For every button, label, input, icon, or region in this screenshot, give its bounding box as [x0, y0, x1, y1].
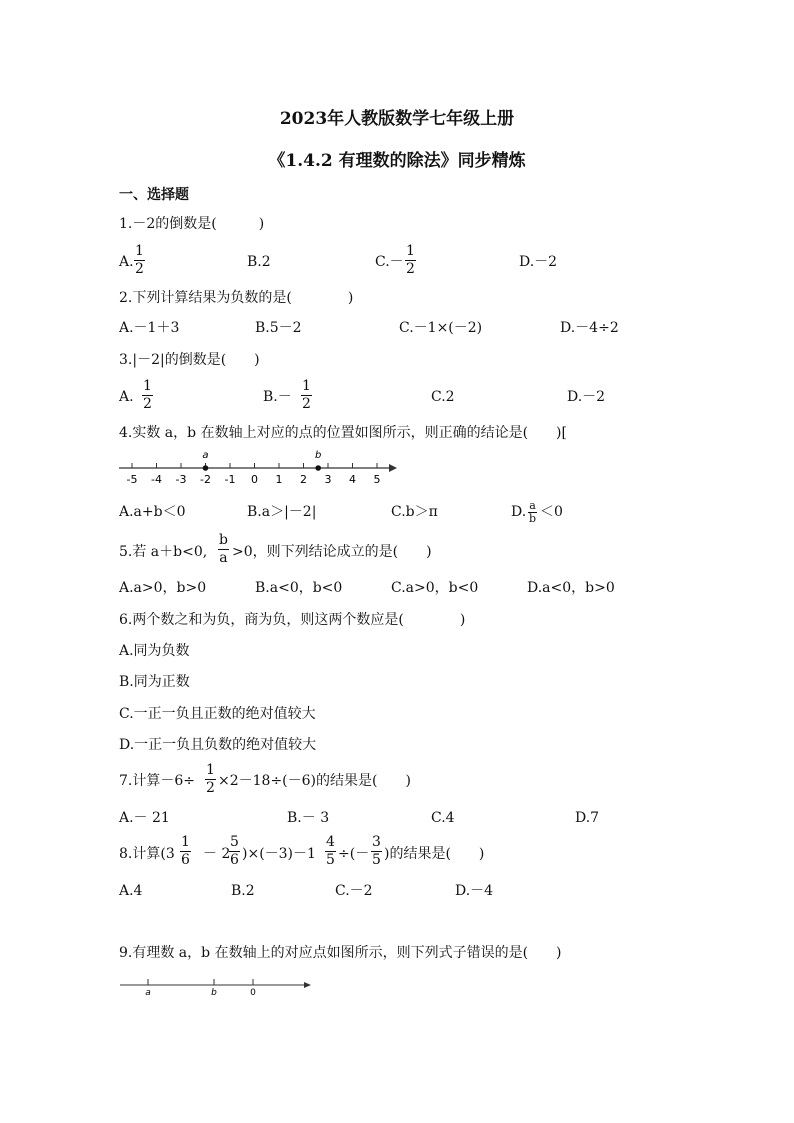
q8-f1-denominator: 6 [181, 852, 190, 868]
q6-option-c: C.一正一负且正数的绝对值较大 [119, 706, 316, 722]
label-a: a [145, 988, 151, 998]
q6-option-d: D.一正一负且负数的绝对值较大 [119, 737, 317, 753]
q8-fraction-3 [325, 834, 336, 869]
q3-option-c: C.2 [431, 389, 455, 405]
q7-option-a: A.－ 21 [119, 810, 170, 826]
q7-stem-fraction [205, 762, 216, 797]
q1-a-numerator: 1 [135, 243, 144, 259]
tick-label: -5 [126, 473, 138, 486]
q1-option-a-fraction [134, 243, 145, 278]
q5-numerator: b [219, 532, 228, 548]
q7-numerator: 1 [206, 762, 215, 778]
label-zero: 0 [250, 988, 256, 998]
q5-stem-prefix: 5.若 a＋b<0, [119, 544, 208, 560]
q9-number-line [115, 972, 315, 998]
q1-option-b: B.2 [247, 254, 271, 270]
q1-a-denominator: 2 [135, 261, 144, 277]
q3-option-a-label: A. [119, 389, 134, 405]
point-b-dot [315, 465, 321, 471]
q3-option-d: D.－2 [567, 389, 606, 405]
document-subtitle: 《1.4.2 有理数的除法》同步精炼 [268, 151, 526, 171]
q8-fraction-4 [371, 834, 382, 869]
q4-number-line [115, 446, 400, 488]
point-a-label: a [202, 450, 209, 461]
q5-option-a: A.a>0，b>0 [119, 580, 207, 596]
q1-option-d: D.－2 [519, 254, 558, 270]
q8-option-a: A.4 [119, 883, 143, 899]
q8-option-d: D.－4 [455, 883, 494, 899]
tick-label: 1 [275, 473, 283, 486]
tick-label: -4 [151, 473, 162, 486]
q1-c-numerator: 1 [406, 243, 415, 259]
q8-f4-denominator: 5 [372, 852, 381, 868]
q3-b-denominator: 2 [302, 396, 311, 412]
q2-stem: 2.下列计算结果为负数的是( ) [119, 290, 354, 306]
q8-f1-numerator: 1 [181, 834, 190, 850]
q3-b-numerator: 1 [302, 378, 311, 394]
q8-f3-numerator: 4 [326, 834, 335, 850]
q1-option-a-label: A. [119, 254, 134, 270]
number-line-arrow [389, 464, 397, 472]
q4-option-d-fraction [528, 500, 537, 525]
tick-label: 3 [324, 473, 332, 486]
q4-d-denominator: b [529, 512, 537, 525]
q8-fraction-1 [180, 834, 191, 869]
q4-stem: 4.实数 a，b 在数轴上对应的点的位置如图所示，则正确的结论是( )[ [119, 425, 567, 441]
q4-option-d-tail: ＜0 [540, 504, 563, 520]
q7-denominator: 2 [206, 780, 215, 796]
document-title: 2023年人教版数学七年级上册 [279, 109, 515, 129]
q2-option-b: B.5－2 [255, 320, 302, 336]
tick-label: -1 [224, 473, 236, 486]
q2-option-a: A.－1＋3 [119, 320, 180, 336]
q8-stem-part5: )的结果是( ) [384, 846, 485, 862]
tick-label: -3 [175, 473, 187, 486]
q9-stem: 9.有理数 a，b 在数轴上的对应点如图所示，则下列式子错误的是( ) [119, 945, 562, 961]
q5-stem-suffix: >0，则下列结论成立的是( ) [232, 544, 432, 560]
q3-option-a-fraction [142, 378, 153, 413]
q4-option-a: A.a+b＜0 [119, 504, 186, 520]
q7-option-b: B.－ 3 [287, 810, 330, 826]
q8-option-c: C.－2 [335, 883, 373, 899]
q1-stem: 1.－2的倒数是( ) [119, 216, 265, 232]
q8-f4-numerator: 3 [372, 834, 381, 850]
q8-f3-denominator: 5 [326, 852, 335, 868]
q4-option-d-label: D. [511, 504, 527, 520]
q1-c-denominator: 2 [406, 261, 415, 277]
q7-stem-prefix: 7.计算－6÷ [119, 773, 195, 789]
q8-f2-denominator: 6 [230, 852, 239, 868]
q5-option-d: D.a<0，b>0 [527, 580, 615, 596]
tick-label: 4 [349, 473, 356, 486]
q8-stem-part3: )×(－3)－1 [242, 846, 316, 862]
q4-option-c: C.b＞π [391, 504, 438, 520]
q4-option-b: B.a＞|－2| [247, 504, 317, 520]
tick-label: 0 [251, 473, 258, 486]
q8-f2-numerator: 5 [230, 834, 239, 850]
q5-denominator: a [219, 550, 228, 566]
q1-option-c-fraction [405, 243, 416, 278]
point-a-dot [203, 465, 209, 471]
q2-option-d: D.－4÷2 [560, 320, 619, 336]
label-b: b [211, 988, 217, 998]
q5-stem-fraction [218, 532, 229, 567]
q1-option-c-label: C.－ [375, 254, 404, 270]
q8-stem-part2: － 2 [203, 846, 231, 862]
section-heading: 一、选择题 [119, 187, 189, 203]
q8-stem-part4: ÷(－ [338, 846, 370, 862]
q7-option-c: C.4 [431, 810, 455, 826]
q6-option-a: A.同为负数 [119, 643, 190, 659]
q6-stem: 6.两个数之和为负，商为负，则这两个数应是( ) [119, 612, 466, 628]
tick-label: -2 [200, 473, 211, 486]
tick-label: 5 [373, 473, 381, 486]
q3-a-denominator: 2 [143, 396, 152, 412]
q8-option-b: B.2 [231, 883, 255, 899]
q3-a-numerator: 1 [143, 378, 152, 394]
tick-label: 2 [300, 473, 307, 486]
q7-stem-suffix: ×2－18÷(－6)的结果是( ) [218, 773, 411, 789]
q4-d-numerator: a [529, 499, 536, 512]
point-b-label: b [315, 450, 322, 461]
q5-option-b: B.a<0，b<0 [255, 580, 343, 596]
q8-fraction-2 [229, 834, 240, 869]
q3-option-b-label: B.－ [263, 389, 292, 405]
q2-option-c: C.－1×(－2) [399, 320, 483, 336]
q6-option-b: B.同为正数 [119, 674, 190, 690]
q8-stem-part1: 8.计算(3 [119, 846, 175, 862]
q3-stem: 3.|－2|的倒数是( ) [119, 352, 260, 368]
q7-option-d: D.7 [575, 810, 600, 826]
q3-option-b-fraction [301, 378, 312, 413]
number-line-arrow [304, 982, 311, 988]
q5-option-c: C.a>0，b<0 [391, 580, 479, 596]
